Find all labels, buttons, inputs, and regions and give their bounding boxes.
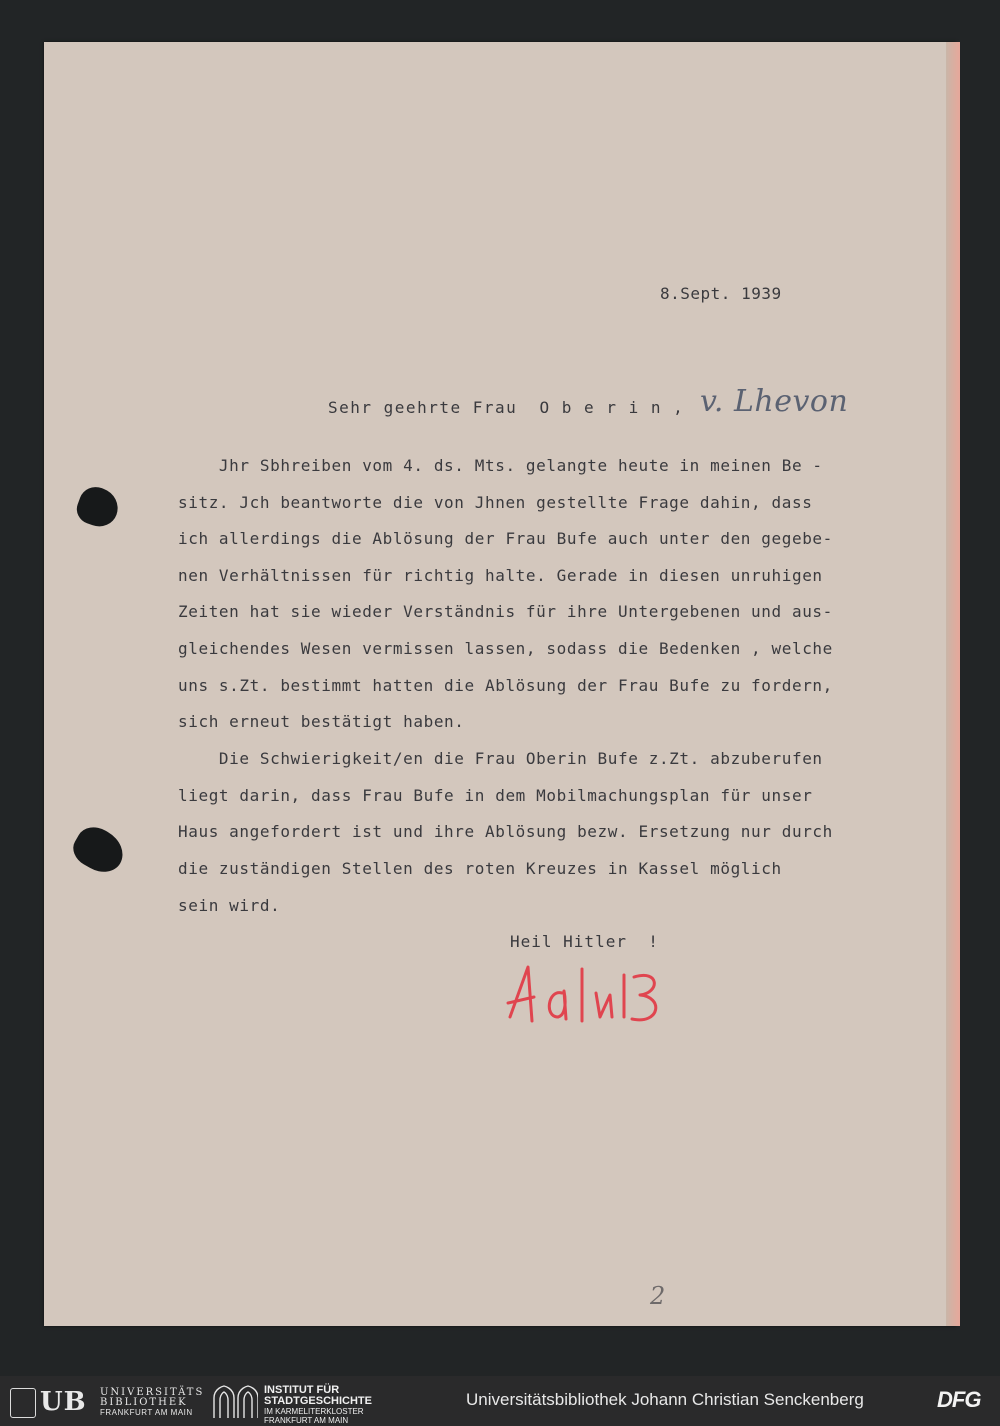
body-line: Jhr Sbhreiben vom 4. ds. Mts. gelangte heute in meinen Be - xyxy=(178,456,823,475)
letter-date: 8.Sept. 1939 xyxy=(660,284,782,303)
red-signature xyxy=(500,955,675,1040)
body-line: Die Schwierigkeit/en die Frau Oberin Bufe z.Zt. abzuberufen xyxy=(178,749,823,768)
closing-greeting: Heil Hitler ! xyxy=(510,932,659,951)
ub-seal-icon xyxy=(10,1388,36,1418)
ub-logo[interactable] xyxy=(6,1386,205,1418)
ub-abbr: UB xyxy=(40,1387,87,1417)
arch-icon xyxy=(212,1384,258,1418)
isg-line-2: STADTGESCHICHTE xyxy=(264,1395,372,1407)
body-line: Haus angefordert ist und ihre Ablösung bezw. Ersetzung nur durch xyxy=(178,822,833,841)
paper-edge xyxy=(946,42,960,1326)
body-line: Zeiten hat sie wieder Verständnis für ihre Untergebenen und aus- xyxy=(178,602,833,621)
isg-line-3: IM KARMELITERKLOSTER xyxy=(264,1407,364,1416)
footer-bar xyxy=(0,1376,1000,1426)
handwritten-name: v. Lhevon xyxy=(700,384,849,419)
salutation: Sehr geehrte Frau O b e r i n , xyxy=(328,398,685,417)
body-line: nen Verhältnissen für richtig halte. Gerade in diesen unruhigen xyxy=(178,566,823,585)
ub-line-3: FRANKFURT AM MAIN xyxy=(100,1408,193,1417)
body-line: sich erneut bestätigt haben. xyxy=(178,712,465,731)
ub-name xyxy=(100,1388,204,1418)
page-number: 2 xyxy=(650,1282,666,1310)
ub-line-1: UNIVERSITÄTS xyxy=(100,1387,205,1398)
isg-line-1: INSTITUT FÜR xyxy=(264,1384,340,1396)
body-line: gleichendes Wesen vermissen lassen, sodass die Bedenken , welche xyxy=(178,639,833,658)
isg-line-4: FRANKFURT AM MAIN xyxy=(264,1416,349,1425)
body-line: sitz. Jch beantworte die von Jhnen gestellte Frage dahin, dass xyxy=(178,493,813,512)
body-line: uns s.Zt. bestimmt hatten die Ablösung der Frau Bufe zu fordern, xyxy=(178,676,833,695)
body-line: liegt darin, dass Frau Bufe in dem Mobilmachungsplan für unser xyxy=(178,786,813,805)
dfg-logo[interactable]: DFG xyxy=(937,1387,981,1412)
body-line: die zuständigen Stellen des roten Kreuzes in Kassel möglich xyxy=(178,859,782,878)
isg-logo[interactable] xyxy=(212,1384,402,1425)
library-caption: Universitätsbibliothek Johann Christian Senckenberg xyxy=(466,1390,864,1409)
body-line: ich allerdings die Ablösung der Frau Bufe auch unter den gegebe- xyxy=(178,529,833,548)
body-line: sein wird. xyxy=(178,896,281,915)
isg-name xyxy=(264,1385,372,1425)
ub-line-2: BIBLIOTHEK xyxy=(100,1397,188,1408)
